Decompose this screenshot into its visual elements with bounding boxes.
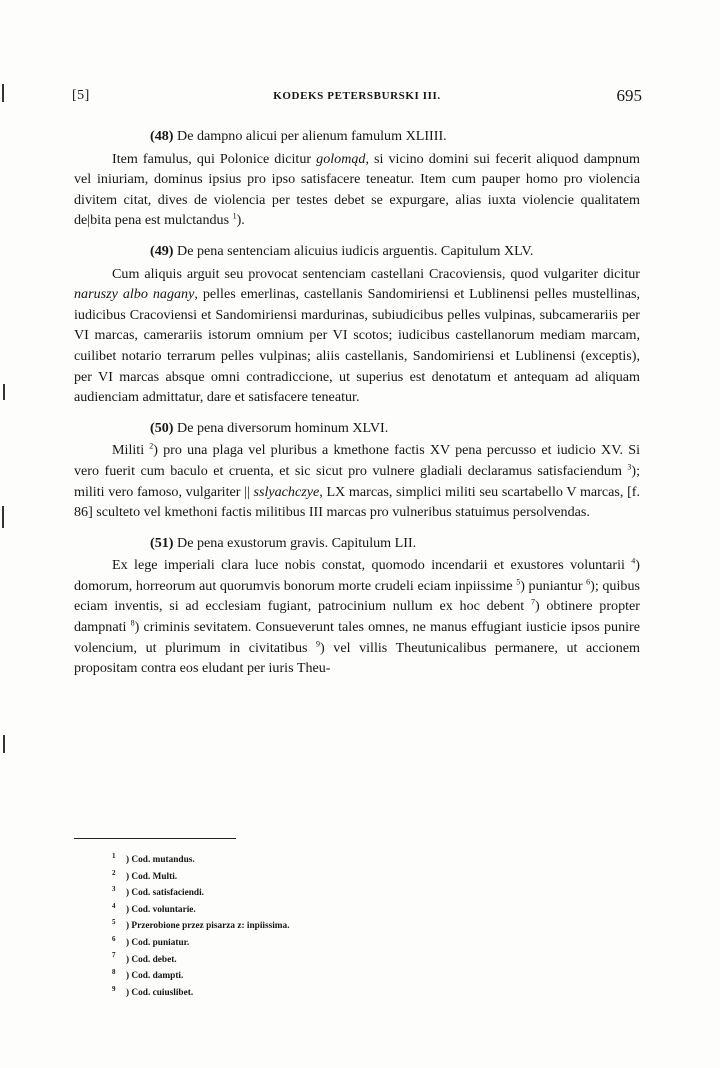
footnote-text: ) Cod. debet. xyxy=(126,954,177,965)
section-number: (48) xyxy=(150,128,174,144)
section-number: (51) xyxy=(150,534,174,551)
section-48 xyxy=(74,126,640,231)
footnote-text: ) Cod. voluntarie. xyxy=(126,904,196,915)
footnote-text: ) Cod. Multi. xyxy=(126,871,178,882)
footnote: 1 ) Cod. mutandus. xyxy=(112,851,195,865)
footnote-text: ) Cod. mutandus. xyxy=(126,855,195,865)
main-text xyxy=(74,126,640,689)
section-title: De dampno alicui per alienum famulum XLIIII. xyxy=(177,128,447,144)
running-header xyxy=(72,88,642,108)
section-title: De pena sentenciam alicuius iudicis arguentis. Capitulum XLV. xyxy=(177,242,534,259)
section-paragraph: Militi $^2$) pro una plaga vel pluribus a kmethone factis XV pena percusso et iudicio XV. Si vero fuerit cum baculo et cruenta, et sic sicut pro vulnere gladiali declaramus satisfaciendum $^3$); militi vero famoso, vulgariter || sslyachczye, LX marcas, simplici militi seu scartabello V marcas, [f. 86] sculteto vel kmethoni factis militibus III marcas pro vulneribus statuimus persolvendas. xyxy=(74,441,640,521)
footnote-text: ) Cod. puniatur. xyxy=(126,937,190,948)
section-title: De pena diversorum hominum XLVI. xyxy=(177,419,389,436)
footnote-rule xyxy=(74,838,236,839)
section-heading xyxy=(74,418,640,439)
section-number: (49) xyxy=(150,242,174,259)
footnote: 6 ) Cod. puniatur. xyxy=(112,934,190,948)
scan-edge-mark xyxy=(3,384,5,400)
footnote: 8 ) Cod. dampti. xyxy=(112,968,184,982)
footnote: 2 ) Cod. Multi. xyxy=(112,868,178,882)
section-heading xyxy=(74,241,640,262)
footnote: 3 ) Cod. satisfaciendi. xyxy=(112,885,204,899)
footnote: 4 ) Cod. voluntarie. xyxy=(112,901,196,915)
section-heading xyxy=(74,126,640,147)
section-51 xyxy=(74,533,640,679)
section-heading xyxy=(74,533,640,554)
header-title: KODEKS PETERSBURSKI III. xyxy=(273,90,441,102)
page-number: 695 xyxy=(616,86,642,105)
section-paragraph: Cum aliquis arguit seu provocat sentenciam castellani Cracoviensis, quod vulgariter dicitur naruszy albo nagany, pelles emerlinas, castellanis Sandomiriensi et Lublinensi pelles mustellinas, iudicibus Cracoviensi et Sandomiriensi mardurinas, subiudicibus pelles vulpinas, subcamerariis per VI marcas, camerariis istorum omnium per VI scotos; iudicibus castellanorum mediam marcam, cuilibet notario terrarum pelles vulpinas; aliis castellanis, Sandomiriensi et Lublinensi (exceptis), per VI marcas absque omni contradiccione, ut superius est denotatum et antequam ad aliquam audienciam admittatur, dare et satisfacere teneatur. xyxy=(74,265,640,406)
scan-edge-mark xyxy=(2,84,4,102)
footnotes xyxy=(112,852,512,1001)
footnote-text: ) Cod. cuiuslibet. xyxy=(126,987,194,998)
footnote-text: ) Cod. satisfaciendi. xyxy=(126,888,204,899)
footnote-text: ) Cod. dampti. xyxy=(126,971,184,982)
footnote: 7 ) Cod. debet. xyxy=(112,951,177,965)
section-title: De pena exustorum gravis. Capitulum LII. xyxy=(177,534,417,551)
section-paragraph: Ex lege imperiali clara luce nobis constat, quomodo incendarii et exustores voluntarii $^4$) domorum, horreorum aut quorumvis bonorum morte crudeli eciam inpiissime $^5$) puniantur $^6$); quibus eciam inventis, si ad ecclesiam fugiant, patrocinium nullum ex hoc debent $^7$) obtinere propter dampnati $^8$) criminis sevitatem. Consueverunt tales omnes, ne manus effugiant iusticie ipsos punire volencium, ut plurimum in civitatibus $^9$) vel villis Theutunicalibus permanere, ut accionem propositam contra eos eludant per iuris Theu- xyxy=(74,556,640,677)
section-paragraph: Item famulus, qui Polonice dicitur golomąd, si vicino domini sui fecerit aliquod dampnum vel iniuriam, dominus ipsius pro ipso satisfacere teneatur. Item cum pauper homo pro violencia divitem citat, dives de violencia per testes debet se expurgare, alias iuxta violencie qualitatem de|bita pena est mulctandus $^1$). xyxy=(74,150,640,229)
section-49 xyxy=(74,241,640,408)
footnote: 9 ) Cod. cuiuslibet. xyxy=(112,984,194,998)
header-section-marker: [5] xyxy=(72,88,90,103)
section-number: (50) xyxy=(150,419,174,436)
scan-edge-mark xyxy=(2,506,4,528)
section-50 xyxy=(74,418,640,523)
scan-edge-mark xyxy=(3,735,5,753)
footnote: 5 ) Przerobione przez pisarza z: inpiissima. xyxy=(112,918,290,932)
footnote-text: ) Przerobione przez pisarza z: inpiissima. xyxy=(126,921,290,932)
